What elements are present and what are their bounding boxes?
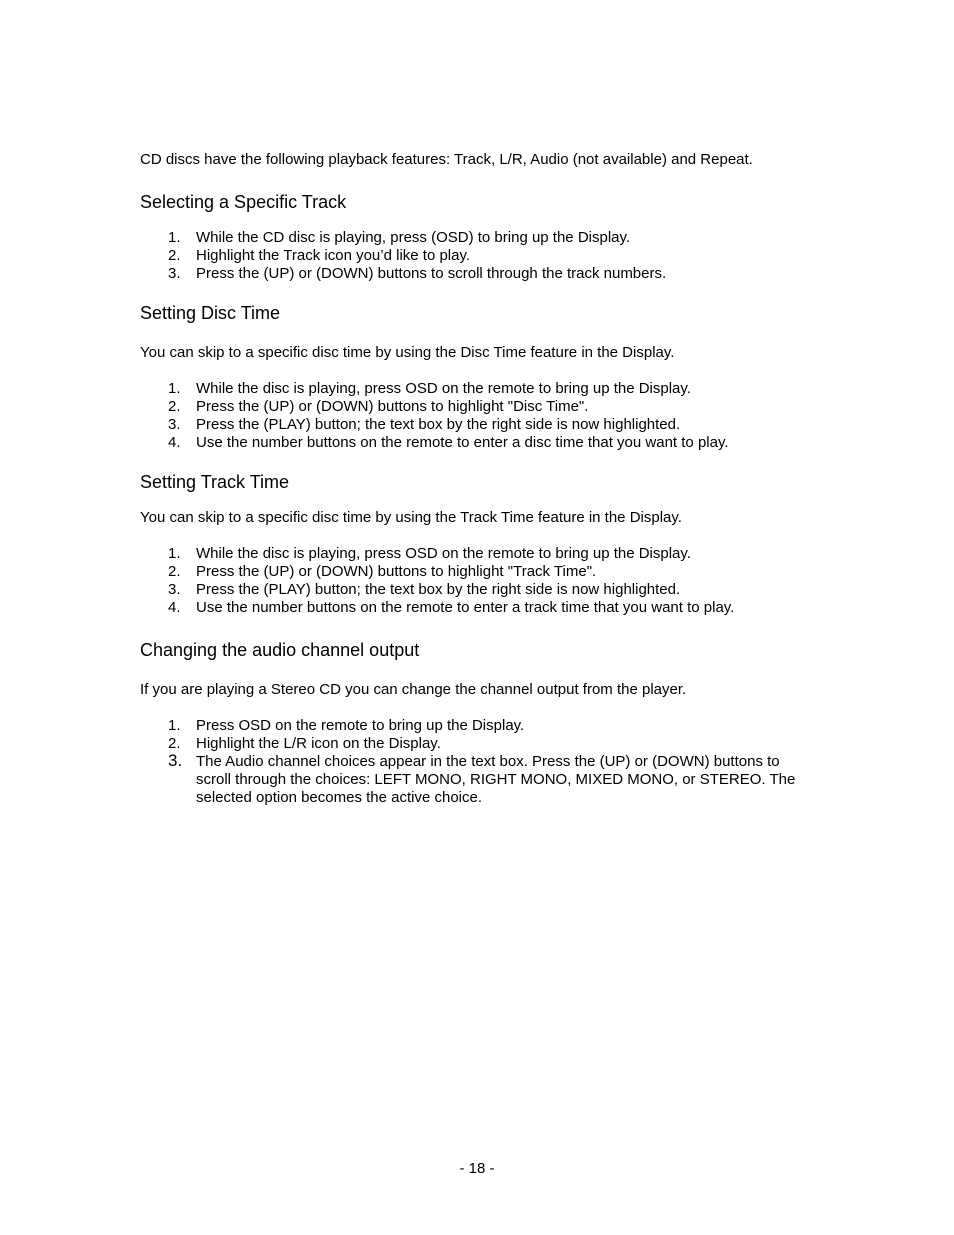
steps-list-track-time bbox=[140, 545, 820, 617]
section-heading-track-time: Setting Track Time bbox=[140, 472, 290, 492]
section-paragraph-audio-channel: If you are playing a Stereo CD you can change the channel output from the player. bbox=[140, 681, 687, 698]
page-number: - 18 - bbox=[459, 1160, 495, 1177]
section-paragraph-disc-time: You can skip to a specific disc time by using the Disc Time feature in the Display. bbox=[140, 344, 675, 361]
list-item: 4. Use the number buttons on the remote to enter a disc time that you want to play. bbox=[168, 434, 729, 451]
list-item: 2. Highlight the L/R icon on the Display. bbox=[168, 735, 441, 752]
list-item: 1. Press OSD on the remote to bring up the Display. bbox=[168, 717, 525, 734]
list-item: 1. While the disc is playing, press OSD on the remote to bring up the Display. bbox=[168, 545, 691, 562]
section-heading-audio-channel: Changing the audio channel output bbox=[140, 640, 420, 660]
list-item: 4. Use the number buttons on the remote to enter a track time that you want to play. bbox=[168, 599, 735, 616]
steps-list-audio-channel bbox=[140, 717, 820, 807]
list-item: 2. Press the (UP) or (DOWN) buttons to highlight "Track Time". bbox=[168, 563, 597, 580]
list-item: 3. Press the (UP) or (DOWN) buttons to scroll through the track numbers. bbox=[168, 265, 667, 282]
list-item: 2. Highlight the Track icon you’d like to play. bbox=[168, 247, 471, 264]
list-item: 1. While the CD disc is playing, press (OSD) to bring up the Display. bbox=[168, 229, 631, 246]
intro-paragraph: CD discs have the following playback features: Track, L/R, Audio (not available) and Repeat. bbox=[140, 151, 753, 168]
list-item: 3. Press the (PLAY) button; the text box by the right side is now highlighted. bbox=[168, 416, 681, 433]
list-item: 1. While the disc is playing, press OSD on the remote to bring up the Display. bbox=[168, 380, 691, 397]
section-heading-disc-time: Setting Disc Time bbox=[140, 303, 281, 323]
section-heading-selecting-track: Selecting a Specific Track bbox=[140, 192, 347, 212]
list-item: 3. The Audio channel choices appear in the text box. Press the (UP) or (DOWN) buttons to scroll through the choices: LEFT MONO, RIGHT MONO, MIXED MONO, or STEREO. The selected option becomes the active choice. bbox=[168, 751, 796, 806]
list-item: 3. Press the (PLAY) button; the text box by the right side is now highlighted. bbox=[168, 581, 681, 598]
steps-list-selecting-track bbox=[140, 229, 820, 283]
list-item: 2. Press the (UP) or (DOWN) buttons to highlight "Disc Time". bbox=[168, 398, 589, 415]
steps-list-disc-time bbox=[140, 380, 820, 452]
section-paragraph-track-time: You can skip to a specific disc time by using the Track Time feature in the Display. bbox=[140, 509, 682, 526]
